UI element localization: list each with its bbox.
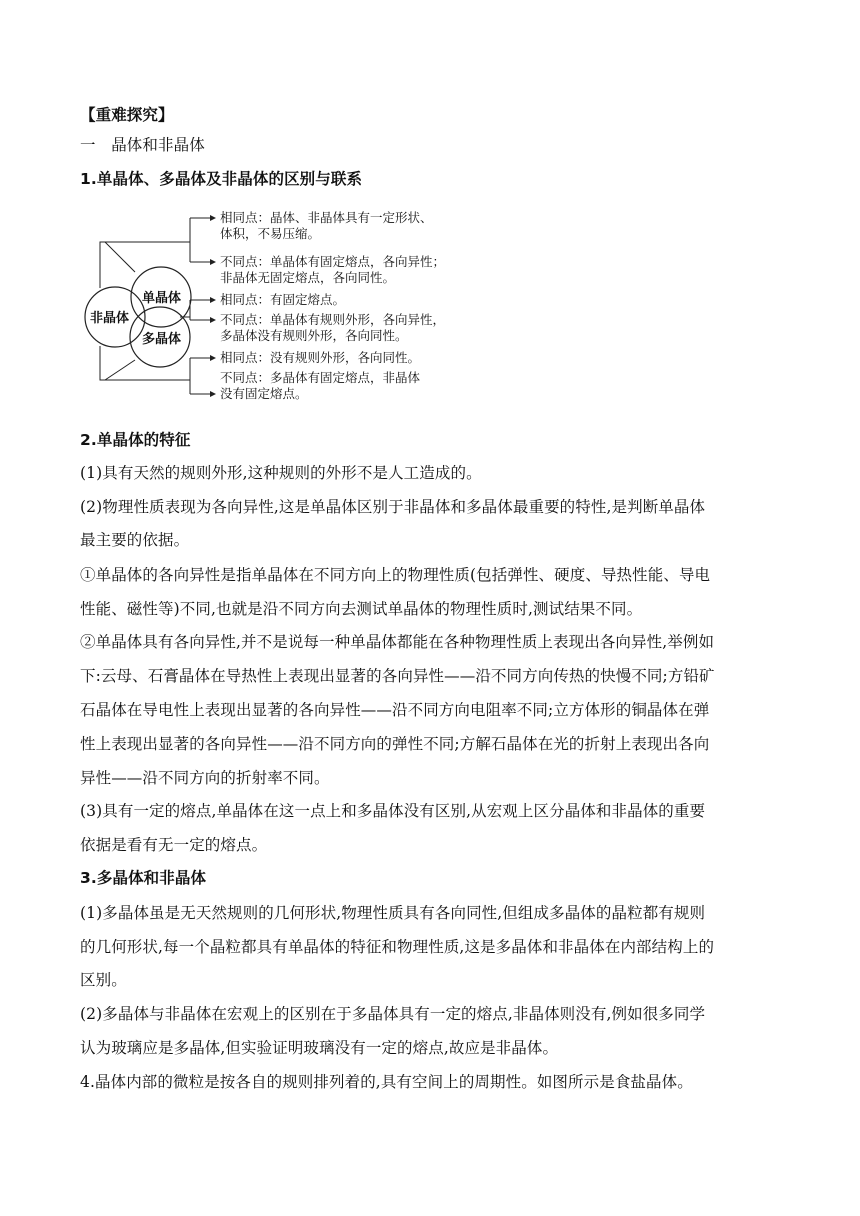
branch-1-line-2: 体积，不易压缩。 [220,226,321,241]
paragraph-4: 4.晶体内部的微粒是按各自的规则排列着的,具有空间上的周期性。如图所示是食盐晶体。 [80,1073,693,1091]
heading-2: 2.单晶体的特征 [80,431,191,449]
branch-3-line-3: 多晶体没有规则外形，各向同性。 [220,328,408,343]
connector-bottom-cross [105,360,135,380]
paragraph-2-4-line-1: ②单晶体具有各向异性,并不是说每一种单晶体都能在各种物理性质上表现出各向异性,举例如 [80,633,715,651]
branch-4-line-3: 没有固定熔点。 [220,386,308,401]
paragraph-2-1: (1)具有天然的规则外形,这种规则的外形不是人工造成的。 [80,464,482,482]
paragraph-2-5-line-1: (3)具有一定的熔点,单晶体在这一点上和多晶体没有区别,从宏观上区分晶体和非晶体的重要 [80,802,706,820]
paragraph-2-4-line-4: 性上表现出显著的各向异性——沿不同方向的弹性不同;方解石晶体在光的折射上表现出各向 [80,735,710,753]
paragraph-3-2-line-1: (2)多晶体与非晶体在宏观上的区别在于多晶体具有一定的熔点,非晶体则没有,例如很多同学 [80,1005,706,1023]
paragraph-2-3-line-1: ①单晶体的各向异性是指单晶体在不同方向上的物理性质(包括弹性、硬度、导热性能、导电 [80,566,711,584]
paragraph-2-4-line-2: 下:云母、石膏晶体在导热性上表现出显著的各向异性——沿不同方向传热的快慢不同;方铅矿 [80,667,715,685]
paragraph-2-3-line-2: 性能、磁性等)不同,也就是沿不同方向去测试单晶体的物理性质时,测试结果不同。 [80,600,643,618]
branch-1-line-1: 相同点：晶体、非晶体具有一定形状、 [220,210,433,225]
paragraph-3-2-line-2: 认为玻璃应是多晶体,但实验证明玻璃没有一定的熔点,故应是非晶体。 [80,1039,559,1057]
paragraph-2-2-line-1: (2)物理性质表现为各向异性,这是单晶体区别于非晶体和多晶体最重要的特性,是判断单晶体 [80,498,706,516]
connector-top-cross [105,242,135,272]
paragraph-2-2-line-2: 最主要的依据。 [80,531,190,549]
branch-4-line-1: 相同点：没有规则外形，各向同性。 [220,350,421,365]
paragraph-2-5-line-2: 依据是看有无一定的熔点。 [80,836,268,854]
paragraph-3-1-line-3: 区别。 [80,971,127,989]
heading-3: 3.多晶体和非晶体 [80,869,207,887]
polycrystal-label: 多晶体 [142,332,182,347]
branch-2-line-2: 非晶体无固定熔点，各向同性。 [220,270,396,285]
branch-2-line-1: 不同点：单晶体有固定熔点，各向异性； [220,254,446,269]
branch-3-line-2: 不同点：单晶体有规则外形，各向异性， [220,312,446,327]
paragraph-3-1-line-1: (1)多晶体虽是无天然规则的几何形状,物理性质具有各向同性,但组成多晶体的晶粒都有规则 [80,904,706,922]
paragraph-2-4-line-5: 异性——沿不同方向的折射率不同。 [80,769,330,787]
section-heading: 【重难探究】 [80,106,174,124]
connector-top [100,242,190,288]
branch-3-line-1: 相同点：有固定熔点。 [220,292,346,307]
branch-4-line-2: 不同点：多晶体有固定熔点，非晶体 [220,370,421,385]
crystal-relation-diagram [80,200,500,410]
paragraph-2-4-line-3: 石晶体在导电性上表现出显著的各向异性——沿不同方向电阻率不同;立方体形的铜晶体在弹 [80,701,710,719]
heading-1: 1.单晶体、多晶体及非晶体的区别与联系 [80,170,363,188]
section-title: 一 晶体和非晶体 [80,136,205,154]
amorphous-label: 非晶体 [90,311,130,326]
paragraph-3-1-line-2: 的几何形状,每一个晶粒都具有单晶体的特征和物理性质,这是多晶体和非晶体在内部结构上的 [80,938,715,956]
single-crystal-label: 单晶体 [142,291,182,306]
